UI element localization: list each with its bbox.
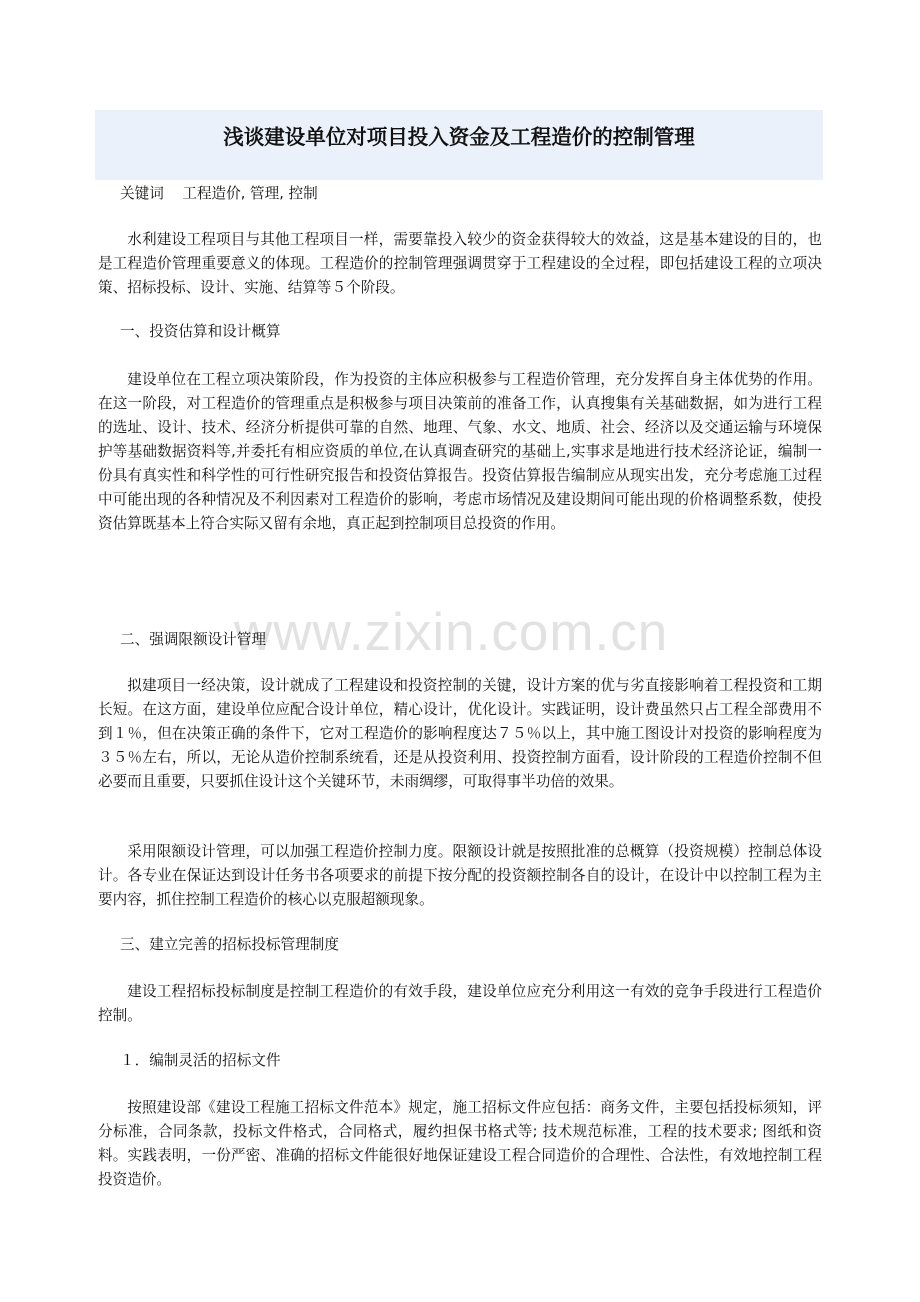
- section-2-paragraph-2: 采用限额设计管理，可以加强工程造价控制力度。限额设计就是按照批准的总概算（投资规模）控制总体设计。各专业在保证达到设计任务书各项要求的前提下按分配的投资额控制各自的设计，在设计中以控制工程为主要内容，抓住控制工程造价的核心以克服超额现象。: [98, 843, 822, 908]
- document-title: 浅谈建设单位对项目投入资金及工程造价的控制管理: [223, 125, 695, 149]
- section-heading-2: 二、强调限额设计管理: [120, 631, 266, 648]
- keywords-line: [120, 182, 318, 206]
- subsection-1-paragraph: 按照建设部《建设工程施工招标文件范本》规定，施工招标文件应包括：商务文件，主要包括投标须知，评分标准，合同条款，投标文件格式，合同格式，履约担保书格式等; 技术规范标准，工程的技术要求; 图纸和资料。实践表明，一份严密、准确的招标文件能很好地保证建设工程合同造价的合理性、合法性，有效地控制工程投资造价。: [98, 1099, 822, 1188]
- section-heading-3: 三、建立完善的招标投标管理制度: [120, 936, 339, 953]
- keywords-value: 工程造价, 管理, 控制: [182, 185, 318, 202]
- watermark: www.zixin.com.cn: [234, 603, 669, 662]
- section-heading-1: 一、投资估算和设计概算: [120, 323, 281, 340]
- section-2-paragraph-1: 拟建项目一经决策，设计就成了工程建设和投资控制的关键，设计方案的优与劣直接影响着工程投资和工期长短。在这方面，建设单位应配合设计单位，精心设计，优化设计。实践证明，设计费虽然只占工程全部费用不到１％，但在决策正确的条件下，它对工程造价的影响程度达７５％以上，其中施工图设计对投资的影响程度为３５％左右，所以，无论从造价控制系统看，还是从投资利用、投资控制方面看，设计阶段的工程造价控制不但必要而且重要，只要抓住设计这个关键环节，未雨绸缪，可取得事半功倍的效果。: [98, 677, 822, 790]
- intro-paragraph: 水利建设工程项目与其他工程项目一样，需要靠投入较少的资金获得较大的效益，这是基本建设的目的，也是工程造价管理重要意义的体现。工程造价的控制管理强调贯穿于工程建设的全过程，即包括建设工程的立项决策、招标投标、设计、实施、结算等５个阶段。: [98, 231, 822, 296]
- subsection-heading-1: １．编制灵活的招标文件: [120, 1052, 281, 1069]
- keywords-label: 关键词: [120, 185, 164, 202]
- section-3-paragraph: 建设工程招标投标制度是控制工程造价的有效手段，建设单位应充分利用这一有效的竞争手段进行工程造价控制。: [98, 983, 822, 1024]
- section-1-paragraph: 建设单位在工程立项决策阶段，作为投资的主体应积极参与工程造价管理，充分发挥自身主体优势的作用。在这一阶段，对工程造价的管理重点是积极参与项目决策前的准备工作，认真搜集有关基础数据，如为进行工程的选址、设计、技术、经济分析提供可靠的自然、地理、气象、水文、地质、社会、经济以及交通运输与环境保护等基础数据资料等,并委托有相应资质的单位,在认真调查研究的基础上,实事求是地进行技术经济论证，编制一份具有真实性和科学性的可行性研究报告和投资估算报告。投资估算报告编制应从现实出发，充分考虑施工过程中可能出现的各种情况及不利因素对工程造价的影响，考虑市场情况及建设期间可能出现的价格调整系数，使投资估算既基本上符合实际又留有余地，真正起到控制项目总投资的作用。: [98, 371, 822, 532]
